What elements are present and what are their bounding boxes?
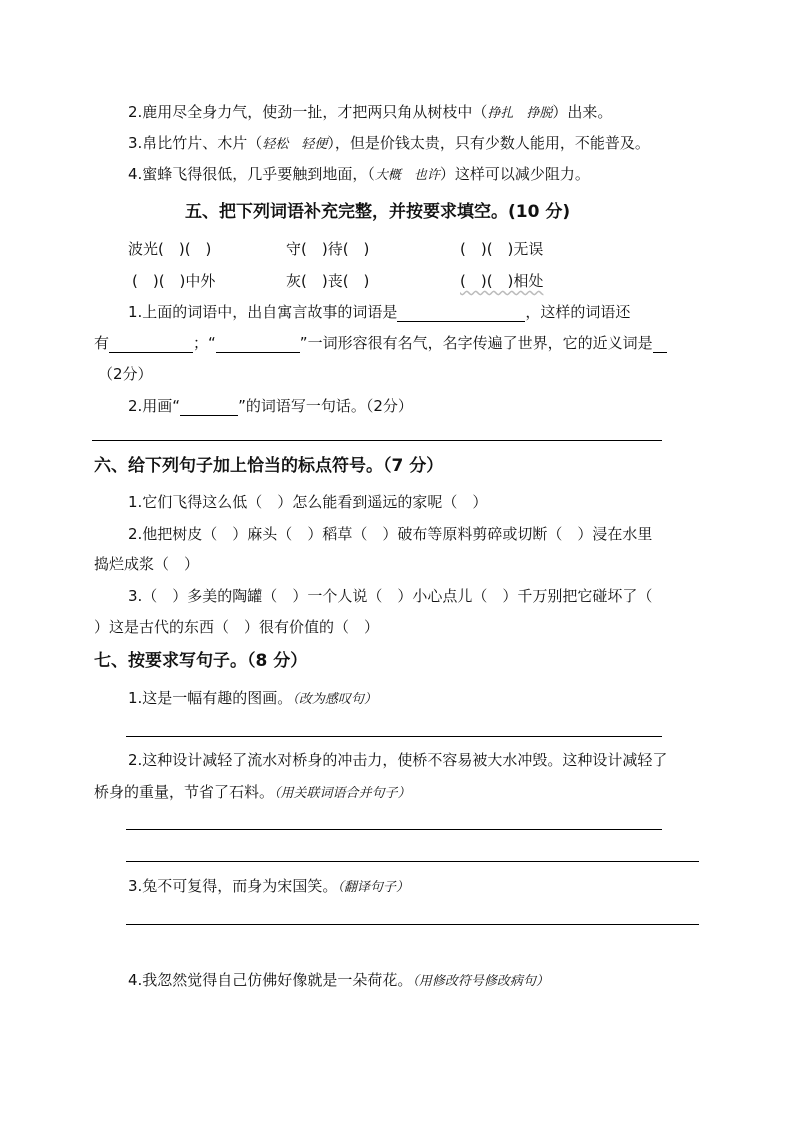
s5-q1-blank-3[interactable] <box>216 334 300 353</box>
s7-q2-line2: 桥身的重量，节省了石料。（用关联词语合并句子） <box>94 783 411 801</box>
s7-q4: 4.我忽然觉得自己仿佛好像就是一朵荷花。（用修改符号修改病句） <box>128 971 549 989</box>
s6-q1: 1.它们飞得这么低（ ）怎么能看到遥远的家呢（ ） <box>128 493 488 511</box>
s7-q3-hint: （翻译句子） <box>337 880 409 895</box>
s5-q1-blank-1[interactable] <box>397 303 525 322</box>
s4-q2: 2.鹿用尽全身力气，使劲一扯，才把两只角从树枝中（挣扎 挣脱）出来。 <box>128 103 613 121</box>
s7-q3: 3.兔不可复得，而身为宋国笑。（翻译句子） <box>128 877 409 895</box>
s5-q1-blank-4[interactable] <box>653 334 667 353</box>
s7-q2-hint: （用关联词语合并句子） <box>274 786 411 801</box>
s5-q2: 2.用画“ ”的词语写一句话。（2分） <box>128 397 413 415</box>
s7-q2-answer-line-2[interactable] <box>126 861 699 862</box>
s7-q3-answer-line[interactable] <box>126 924 699 925</box>
s7-q1-hint: （改为感叹句） <box>292 692 377 707</box>
s4-q4: 4.蜜蜂飞得很低，几乎要触到地面，（大概 也许）这样可以减少阻力。 <box>128 165 590 183</box>
s4-q2-options: 挣扎 挣脱 <box>487 106 553 121</box>
s6-q2-line1: 2.他把树皮（ ）麻头（ ）稻草（ ）破布等原料剪碎或切断（ ）浸在水里 <box>128 525 653 543</box>
s5-word-2: 守( )待( ) <box>286 240 370 258</box>
s5-word-1: 波光( )( ) <box>128 240 212 258</box>
section5-title: 五、把下列词语补充完整，并按要求填空。(10 分) <box>185 202 571 222</box>
s6-q2-line2: 捣烂成浆（ ） <box>94 555 200 573</box>
s4-q3: 3.帛比竹片、木片（轻松 轻便），但是价钱太贵，只有少数人能用，不能普及。 <box>128 134 650 152</box>
section6-title: 六、给下列句子加上恰当的标点符号。（7 分） <box>94 456 444 476</box>
s4-q4-options: 大概 也许 <box>374 168 440 183</box>
s4-q3-options: 轻松 轻便 <box>262 137 328 152</box>
s5-q1-line1: 1.上面的词语中，出自寓言故事的词语是 ，这样的词语还 <box>128 303 631 321</box>
s5-q1-score: （2分） <box>98 365 153 383</box>
section7-title: 七、按要求写句子。（8 分） <box>94 651 308 671</box>
s5-q2-answer-line[interactable] <box>92 440 662 441</box>
s5-q1-line2: 有 ；“ ”一词形容很有名气，名字传遍了世界，它的近义词是 <box>94 333 667 353</box>
s5-word-5: 灰( )丧( ) <box>286 272 370 290</box>
s5-q1-blank-2[interactable] <box>109 334 193 353</box>
s7-q1-answer-line[interactable] <box>126 736 662 737</box>
s6-q3-line2: ）这是古代的东西（ ）很有价值的（ ） <box>94 618 380 636</box>
s5-q2-blank[interactable] <box>180 397 238 416</box>
s6-q3-line1: 3.（ ）多美的陶罐（ ）一个人说（ ）小心点儿（ ）千万别把它碰坏了（ <box>128 587 653 605</box>
s5-word-3: ( )( )无误 <box>460 240 544 258</box>
s5-word-6: ( )( )相处 <box>460 272 544 290</box>
s7-q1: 1.这是一幅有趣的图画。（改为感叹句） <box>128 689 377 707</box>
s7-q2-answer-line-1[interactable] <box>126 829 662 830</box>
s5-word-4: ( )( )中外 <box>132 272 216 290</box>
s7-q4-hint: （用修改符号修改病句） <box>412 974 549 989</box>
s7-q2-line1: 2.这种设计减轻了流水对桥身的冲击力，使桥不容易被大水冲毁。这种设计减轻了 <box>128 751 668 769</box>
